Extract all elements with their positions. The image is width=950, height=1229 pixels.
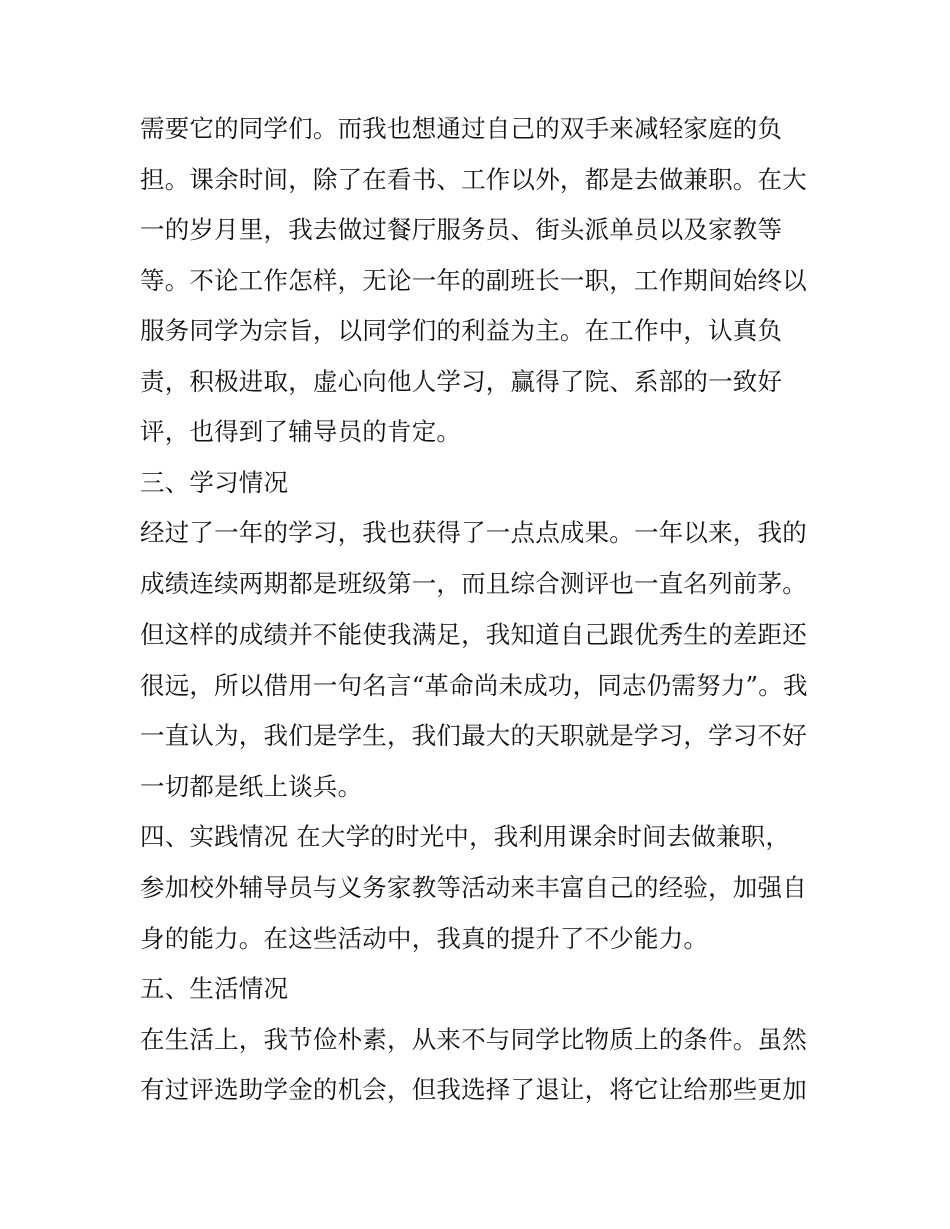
body-text-line: 参加校外辅导员与义务家教等活动来丰富自己的经验，加强自 [140,873,807,902]
body-text-line: 身的能力。在这些活动中，我真的提升了不少能力。 [140,924,709,953]
body-text-line: 但这样的成绩并不能使我满足，我知道自己跟优秀生的差距还 [140,620,807,649]
body-text-line: 一直认为，我们是学生，我们最大的天职就是学习，学习不好 [140,721,807,750]
body-text-line: 经过了一年的学习，我也获得了一点点成果。一年以来，我的 [140,518,807,547]
body-text-line: 责，积极进取，虚心向他人学习，赢得了院、系部的一致好 [140,367,783,396]
body-text-line: 一的岁月里，我去做过餐厅服务员、街头派单员以及家教等 [140,215,783,244]
body-text-line: 评，也得到了辅导员的肯定。 [140,417,462,446]
section-heading: 三、学习情况 [140,468,289,497]
section-heading: 五、生活情况 [140,974,289,1003]
body-text-line: 有过评选助学金的机会，但我选择了退让，将它让给那些更加 [140,1075,807,1104]
body-text-line: 很远，所以借用一句名言“革命尚未成功，同志仍需努力”。我 [140,671,808,700]
body-text-line: 等。不论工作怎样，无论一年的副班长一职，工作期间始终以 [140,266,807,295]
section-heading: 四、实践情况 在大学的时光中，我利用课余时间去做兼职， [140,822,791,851]
body-text-line: 服务同学为宗旨，以同学们的利益为主。在工作中，认真负 [140,316,783,345]
body-text-line: 需要它的同学们。而我也想通过自己的双手来减轻家庭的负 [140,114,783,143]
body-text-line: 成绩连续两期都是班级第一，而且综合测评也一直名列前茅。 [140,569,807,598]
body-text-line: 在生活上，我节俭朴素，从来不与同学比物质上的条件。虽然 [140,1025,807,1054]
body-text-line: 一切都是纸上谈兵。 [140,772,363,801]
body-text-line: 担。课余时间，除了在看书、工作以外，都是去做兼职。在大 [140,165,807,194]
